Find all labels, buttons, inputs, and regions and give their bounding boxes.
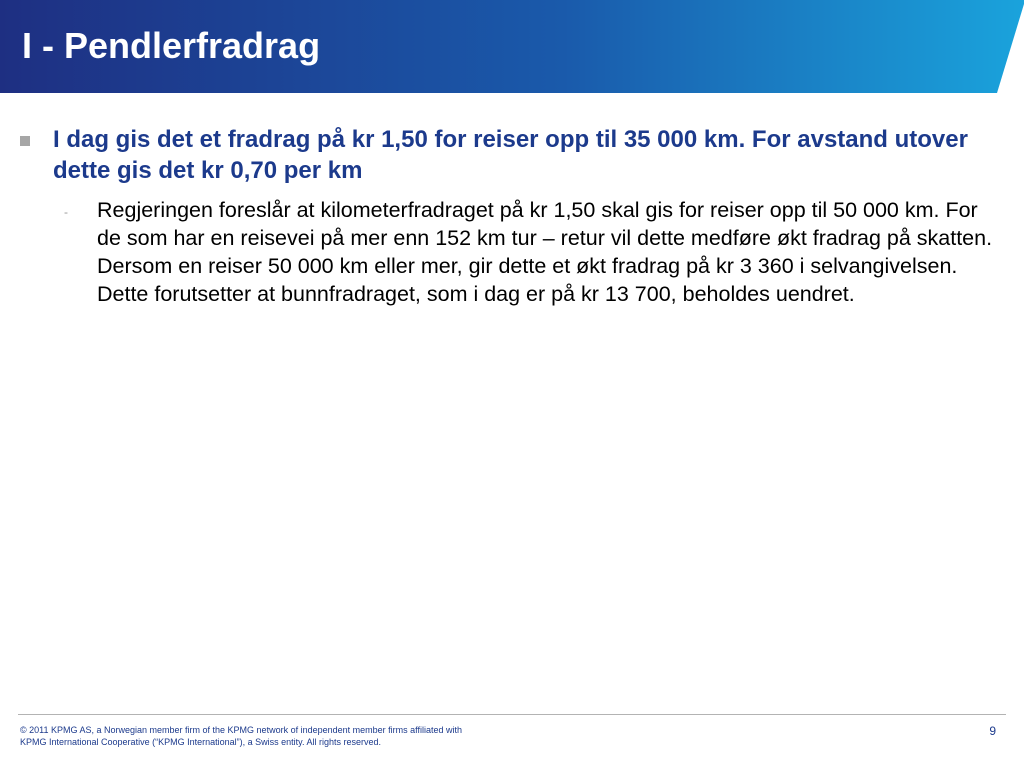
sub-bullet-text: Regjeringen foreslår at kilometerfradraget på kr 1,50 skal gis for reiser opp til 50 000 km. For de som har en reisevei på mer enn 152 km tur – retur vil dette medføre økt fradrag på skatten. Dersom en reiser 50 000 km eller mer, gir dette et økt fradrag på kr 3 360 i selvangivelsen. Dette forutsetter at bunnfradraget, som i dag er på kr 13 700, beholdes uendret.: [97, 198, 993, 306]
dash-bullet-icon: -: [64, 205, 68, 219]
page-number: 9: [989, 724, 996, 738]
main-bullet-text: I dag gis det et fradrag på kr 1,50 for reiser opp til 35 000 km. For avstand utover dette gis det kr 0,70 per km: [53, 126, 968, 184]
slide-title: I - Pendlerfradrag: [22, 25, 321, 66]
footer-divider: [18, 714, 1006, 715]
copyright-notice: [20, 724, 620, 748]
copyright-line-1: © 2011 KPMG AS, a Norwegian member firm of the KPMG network of independent member firms affiliated with: [20, 725, 462, 735]
copyright-line-2: KPMG International Cooperative (“KPMG International”), a Swiss entity. All rights reserved.: [20, 737, 381, 747]
title-bar: [0, 0, 1024, 93]
square-bullet-icon: [20, 136, 30, 146]
